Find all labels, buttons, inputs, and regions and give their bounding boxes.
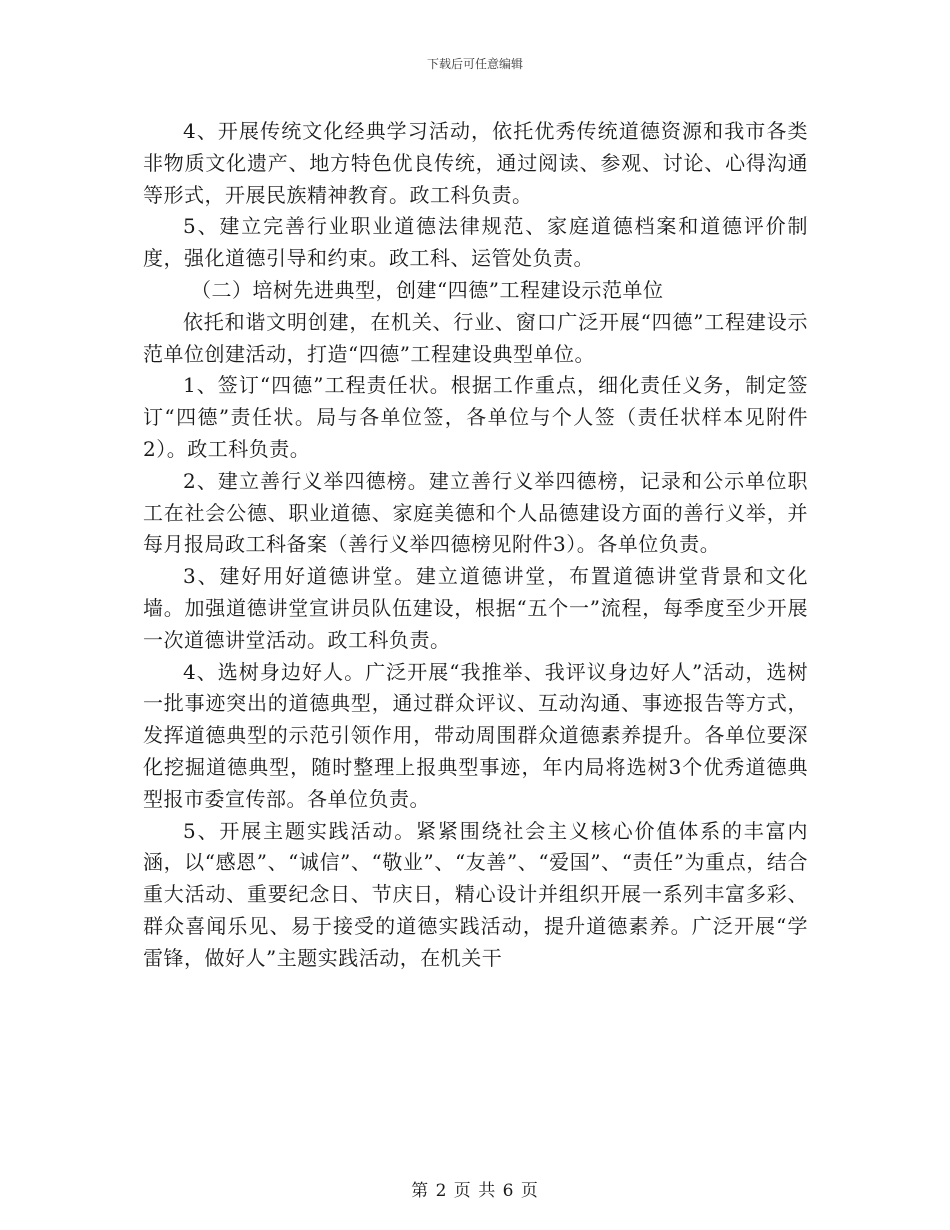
- paragraph-culture-study: 4、开展传统文化经典学习活动，依托优秀传统道德资源和我市各类非物质文化遗产、地方特色优良传统，通过阅读、参观、讨论、心得沟通等形式，开展民族精神教育。政工科负责。: [143, 119, 808, 207]
- paragraph-good-people: 4、选树身边好人。广泛开展“我推举、我评议身边好人”活动，选树一批事迹突出的道德典型，通过群众评议、互动沟通、事迹报告等方式，发挥道德典型的示范引领作用，带动周围群众道德素养提升。各单位要深化挖掘道德典型，随时整理上报典型事迹，年内局将选树3个优秀道德典型报市委宣传部。各单位负责。: [143, 659, 808, 811]
- paragraph-moral-lecture-hall: 3、建好用好道德讲堂。建立道德讲堂，布置道德讲堂背景和文化墙。加强道德讲堂宣讲员队伍建设，根据“五个一”流程，每季度至少开展一次道德讲堂活动。政工科负责。: [143, 564, 808, 652]
- document-body: [143, 116, 808, 975]
- paragraph-theme-practice: 5、开展主题实践活动。紧紧围绕社会主义核心价值体系的丰富内涵，以“感恩”、“诚信”、“敬业”、“友善”、“爱国”、“责任”为重点，结合重大活动、重要纪念日、节庆日，精心设计并组织开展一系列丰富多彩、群众喜闻乐见、易于接受的道德实践活动，提升道德素养。广泛开展“学雷锋，做好人”主题实践活动，在机关干: [143, 818, 808, 970]
- section-heading-two: （二）培树先进典型，创建“四德”工程建设示范单位: [191, 277, 664, 302]
- page-number: 第 2 页 共 6 页: [411, 1181, 539, 1201]
- paragraph-section-intro: 依托和谐文明创建，在机关、行业、窗口广泛开展“四德”工程建设示范单位创建活动，打造“四德”工程建设典型单位。: [143, 309, 808, 366]
- paragraph-ethics-norms: 5、建立完善行业职业道德法律规范、家庭道德档案和道德评价制度，强化道德引导和约束。政工科、运管处负责。: [143, 214, 808, 271]
- header-note: 下载后可任意编辑: [426, 57, 523, 71]
- paragraph-good-deeds-board: 2、建立善行义举四德榜。建立善行义举四德榜，记录和公示单位职工在社会公德、职业道德、家庭美德和个人品德建设方面的善行义举，并每月报局政工科备案（善行义举四德榜见附件3）。各单位负责。: [143, 468, 808, 557]
- paragraph-responsibility-pledge: 1、签订“四德”工程责任状。根据工作重点，细化责任义务，制定签订“四德”责任状。局与各单位签，各单位与个人签（责任状样本见附件2）。政工科负责。: [143, 373, 808, 461]
